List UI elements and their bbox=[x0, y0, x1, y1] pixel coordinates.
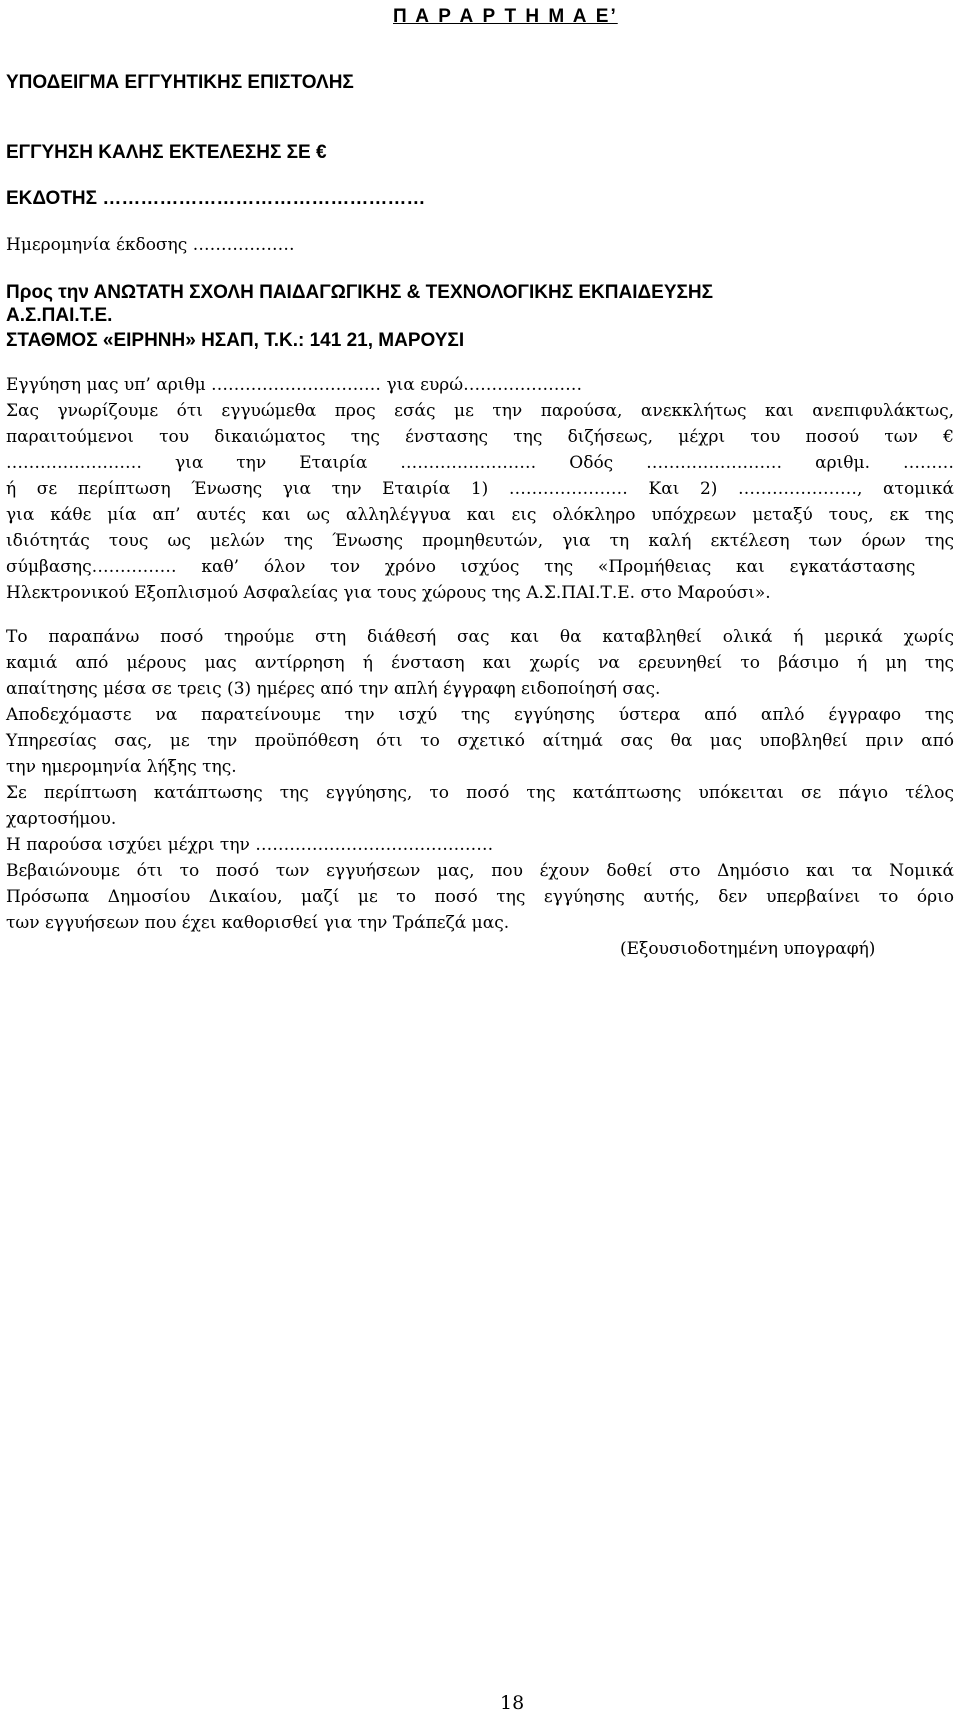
issuer-line: ΕΚΔΟΤΗΣ …………………………………………… bbox=[6, 188, 426, 209]
paragraph-2-line-7: Σε περίπτωση κατάπτωσης της εγγύησης, το ποσό της κατάπτωσης υπόκειται σε πάγιο τέλος bbox=[6, 783, 954, 803]
paragraph-2-line-4: Αποδεχόμαστε να παρατείνουμε την ισχύ της εγγύησης ύστερα από απλό έγγραφο της bbox=[6, 705, 954, 725]
paragraph-2-line-1: Το παραπάνω ποσό τηρούμε στη διάθεσή σας και θα καταβληθεί ολικά ή μερικά χωρίς bbox=[6, 627, 954, 647]
paragraph-1-line-7: ιδιότητάς τους ως μελών της Ένωσης προμηθευτών, για τη καλή εκτέλεση των όρων της bbox=[6, 531, 954, 551]
recipient-line-2: Α.Σ.ΠΑΙ.Τ.Ε. bbox=[6, 305, 113, 326]
paragraph-1-line-2: Σας γνωρίζουμε ότι εγγυώμεθα προς εσάς με την παρούσα, ανεκκλήτως και ανεπιφυλάκτως, bbox=[6, 401, 954, 421]
recipient-line-1: Προς την ΑΝΩΤΑΤΗ ΣΧΟΛΗ ΠΑΙΔΑΓΩΓΙΚΗΣ & ΤΕΧΝΟΛΟΓΙΚΗΣ ΕΚΠΑΙΔΕΥΣΗΣ bbox=[6, 282, 714, 303]
document-heading: ΥΠΟΔΕΙΓΜΑ ΕΓΓΥΗΤΙΚΗΣ ΕΠΙΣΤΟΛΗΣ bbox=[6, 72, 354, 93]
paragraph-1-line-9: Ηλεκτρονικού Εξοπλισμού Ασφαλείας για τους χώρους της Α.Σ.ΠΑΙ.Τ.Ε. στο Μαρούσι». bbox=[6, 583, 771, 603]
paragraph-2-line-2: καμιά από μέρους μας αντίρρηση ή ένσταση και χωρίς να ερευνηθεί το βάσιμο ή μη της bbox=[6, 653, 954, 673]
paragraph-2-line-8: χαρτοσήμου. bbox=[6, 809, 117, 829]
paragraph-1-line-6: για κάθε μία απ’ αυτές και ως αλληλέγγυα και εις ολόκληρο υπόχρεων μεταξύ τους, εκ της bbox=[6, 505, 954, 525]
paragraph-2-line-9: Η παρούσα ισχύει μέχρι την …………………………………… bbox=[6, 835, 494, 855]
paragraph-1-line-1: Εγγύηση μας υπ’ αριθμ ………………………… για ευρώ………………… bbox=[6, 375, 583, 395]
paragraph-2-line-6: την ημερομηνία λήξης της. bbox=[6, 757, 237, 777]
paragraph-1-line-8: σύμβασης…………… καθ’ όλον τον χρόνο ισχύος της «Προμήθειας και εγκατάστασης bbox=[6, 557, 916, 577]
paragraph-2-line-3: απαίτησης μέσα σε τρεις (3) ημέρες από την απλή έγγραφη ειδοποίησή σας. bbox=[6, 679, 661, 699]
paragraph-2-line-10: Βεβαιώνουμε ότι το ποσό των εγγυήσεων μας, που έχουν δοθεί στο Δημόσιο και τα Νομικά bbox=[6, 861, 954, 881]
issue-date-line: Ημερομηνία έκδοσης ……………… bbox=[6, 235, 295, 255]
authorized-signature: (Εξουσιοδοτημένη υπογραφή) bbox=[620, 939, 876, 959]
paragraph-2-line-12: των εγγυήσεων που έχει καθορισθεί για την Τράπεζά μας. bbox=[6, 913, 510, 933]
guarantee-heading: ΕΓΓΥΗΣΗ ΚΑΛΗΣ ΕΚΤΕΛΕΣΗΣ ΣΕ € bbox=[6, 142, 327, 163]
page-number: 18 bbox=[500, 1692, 525, 1714]
paragraph-2-line-11: Πρόσωπα Δημοσίου Δικαίου, μαζί με το ποσό της εγγύησης αυτής, δεν υπερβαίνει το όριο bbox=[6, 887, 954, 907]
paragraph-1-line-3: παραιτούμενοι του δικαιώματος της ένστασης της διζήσεως, μέχρι του ποσού των € bbox=[6, 427, 954, 447]
paragraph-2-line-5: Υπηρεσίας σας, με την προϋπόθεση ότι το σχετικό αίτημά σας θα μας υποβληθεί πριν από bbox=[6, 731, 954, 751]
paragraph-1-line-5: ή σε περίπτωση Ένωσης για την Εταιρία 1) ………………… Και 2) …………………, ατομικά bbox=[6, 479, 954, 499]
appendix-title: Π Α Ρ Α Ρ Τ Η Μ Α Ε’ bbox=[393, 6, 618, 27]
recipient-line-3: ΣΤΑΘΜΟΣ «ΕΙΡΗΝΗ» ΗΣΑΠ, Τ.Κ.: 141 21, ΜΑΡΟΥΣΙ bbox=[6, 330, 465, 351]
paragraph-1-line-4: …………………… για την Εταιρία …………………… Οδός …………………… αριθμ. ……… bbox=[6, 453, 954, 473]
